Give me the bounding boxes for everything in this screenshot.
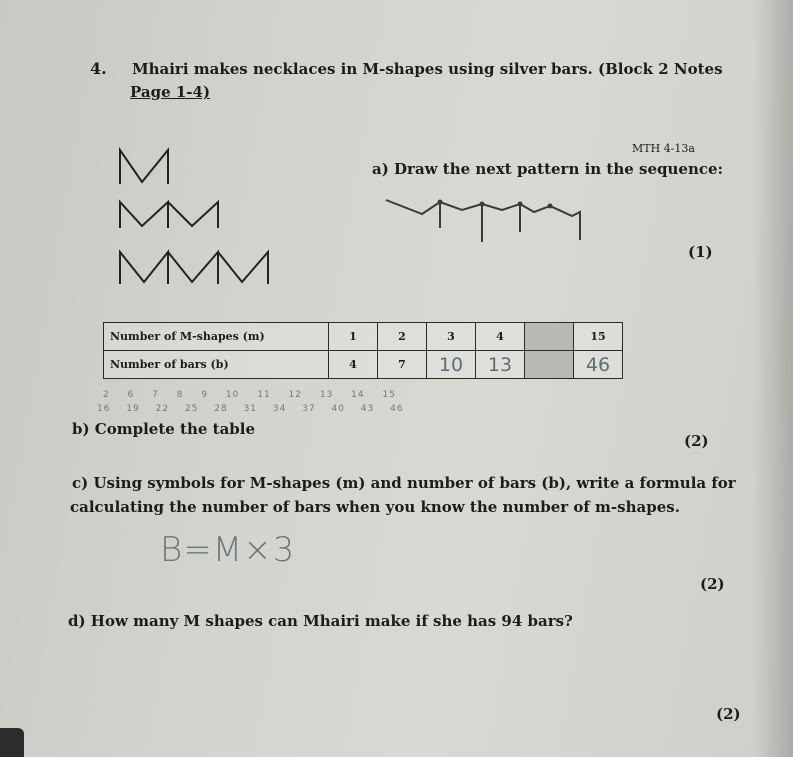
table-cell: 7 <box>378 351 427 379</box>
background-object <box>0 728 24 757</box>
table-cell: 4 <box>329 351 378 379</box>
part-d-mark: (2) <box>716 705 741 723</box>
row-label-bars: Number of bars (b) <box>104 351 329 379</box>
table-row <box>104 323 623 351</box>
table-cell: 2 <box>378 323 427 351</box>
working-scribble-line1: 2 6 7 8 9 10 11 12 13 14 15 <box>103 390 396 400</box>
m-shape-pattern-3 <box>118 250 278 286</box>
question-text-line2: Page 1-4) <box>130 83 211 101</box>
handwritten-cell: 13 <box>476 351 525 379</box>
table-row <box>104 351 623 379</box>
handwritten-formula-answer: B=M×3 <box>160 530 296 570</box>
part-c-mark: (2) <box>700 575 725 593</box>
handwritten-cell: 10 <box>427 351 476 379</box>
m-shape-pattern-1 <box>118 148 178 188</box>
table-cell: 4 <box>476 323 525 351</box>
handwritten-cell: 46 <box>574 351 623 379</box>
table-cell: 1 <box>329 323 378 351</box>
question-number: 4. <box>90 59 107 78</box>
page-edge-shadow <box>753 0 793 757</box>
part-b-prompt: b) Complete the table <box>72 420 256 438</box>
table-cell-blank <box>525 323 574 351</box>
m-shape-pattern-2 <box>118 200 228 230</box>
part-d-prompt: d) How many M shapes can Mhairi make if she has 94 bars? <box>68 612 573 630</box>
part-b-mark: (2) <box>684 432 709 450</box>
part-a-prompt: a) Draw the next pattern in the sequence: <box>372 160 724 178</box>
working-scribble-line2: 16 19 22 25 28 31 34 37 40 43 46 <box>97 404 404 414</box>
part-a-mark: (1) <box>688 243 713 261</box>
pattern-table <box>103 322 623 379</box>
row-label-m-shapes: Number of M-shapes (m) <box>104 323 329 351</box>
part-c-prompt-line1: c) Using symbols for M-shapes (m) and number of bars (b), write a formula for <box>72 474 736 492</box>
part-c-prompt-line2: calculating the number of bars when you know the number of m-shapes. <box>70 498 680 516</box>
student-drawn-m-pattern <box>384 196 584 246</box>
question-text: Mhairi makes necklaces in M-shapes using silver bars. (Block 2 Notes <box>132 60 723 78</box>
table-cell: 15 <box>574 323 623 351</box>
table-cell-blank <box>525 351 574 379</box>
curriculum-reference: MTH 4-13a <box>632 142 695 155</box>
table-cell: 3 <box>427 323 476 351</box>
